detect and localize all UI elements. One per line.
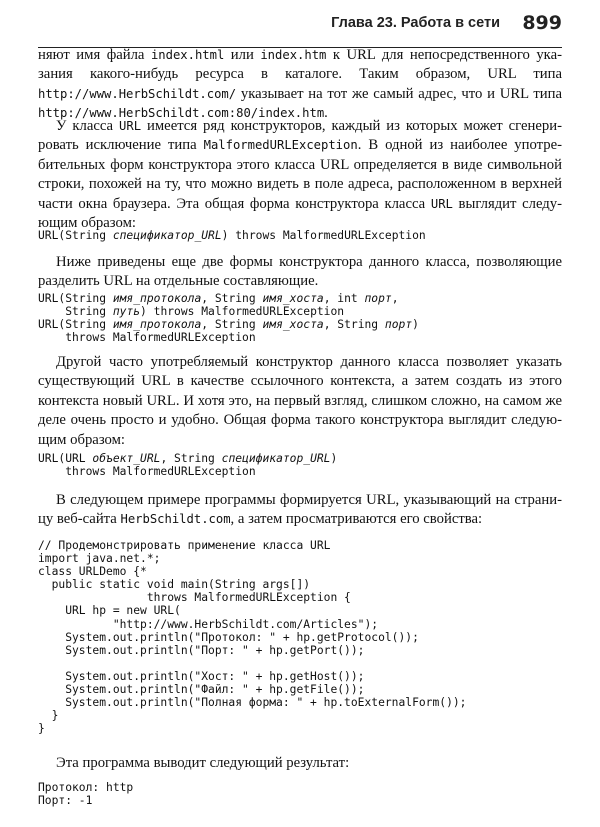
page-number: 899: [522, 12, 562, 34]
code-program-output: Протокол: http Порт: -1: [38, 781, 134, 808]
paragraph-context-constructor: Другой часто употребляемый конструктор данного класса позволяет указать существующий URL в качестве ссылочного контекста, а затем создать из этого контекста новый URL. И хотя это, на первый взгляд, слишком сложно, на самом же деле очень просто и удобно. Общая форма такого конструктора выглядит следую-щим образом:: [38, 354, 562, 448]
code-constructor-context: URL(URL объект_URL, String спецификатор_URL) throws MalformedURLException: [38, 452, 338, 479]
paragraph-index-files: няют имя файла index.html или index.htm к URL для непосредственного ука-зания какого-нибудь ресурса в каталоге. Таким образом, URL типа http://www.HerbSchildt.com/ указывает на тот же самый адрес, что и URL типа http://www.HerbSchildt.com:80/index.htm.: [38, 47, 562, 122]
running-header: [38, 12, 562, 38]
code-constructor-spec: URL(String спецификатор_URL) throws MalformedURLException: [38, 229, 426, 242]
code-constructor-parts: URL(String имя_протокола, String имя_хоста, int порт, String путь) throws MalformedURLException URL(String имя_протокола, String имя_хоста, String порт) throws MalformedURLException: [38, 292, 419, 345]
paragraph-example-intro: В следующем примере программы формируется URL, указывающий на страни-цу веб-сайта HerbSchildt.com, а затем просматриваются его свойства:: [38, 492, 562, 528]
paragraph-url-constructors: У класса URL имеется ряд конструкторов, каждый из которых может сгенери-ровать исключение типа MalformedURLException. В одной из наиболее употре-бительных форм конструктора этого класса URL определяется в виде символьной строки, похожей на ту, что можно видеть в поле адреса, расположенном в верхней части окна браузера. Эта общая форма конструктора класса URL выглядит следу-ющим образом:: [38, 118, 562, 232]
paragraph-two-forms: Ниже приведены еще две формы конструктора данного класса, позволяющие разделить URL на отдельные составляющие.: [38, 254, 562, 290]
chapter-title: Глава 23. Работа в сети: [331, 15, 500, 31]
code-program-listing: // Продемонстрировать применение класса URL import java.net.*; class URLDemo {* public static void main(String args[]) throws MalformedURLException { URL hp = new URL( "http://www.HerbSchildt.com/Articles"); System.out.println("Протокол: " + hp.getProtocol()); System.out.println("Порт: " + hp.getPort()); System.out.println("Хост: " + hp.getHost()); System.out.println("Файл: " + hp.getFile()); System.out.println("Полная форма: " + hp.toExternalForm()); } }: [38, 539, 467, 736]
paragraph-output-intro: Эта программа выводит следующий результат:: [56, 755, 350, 771]
